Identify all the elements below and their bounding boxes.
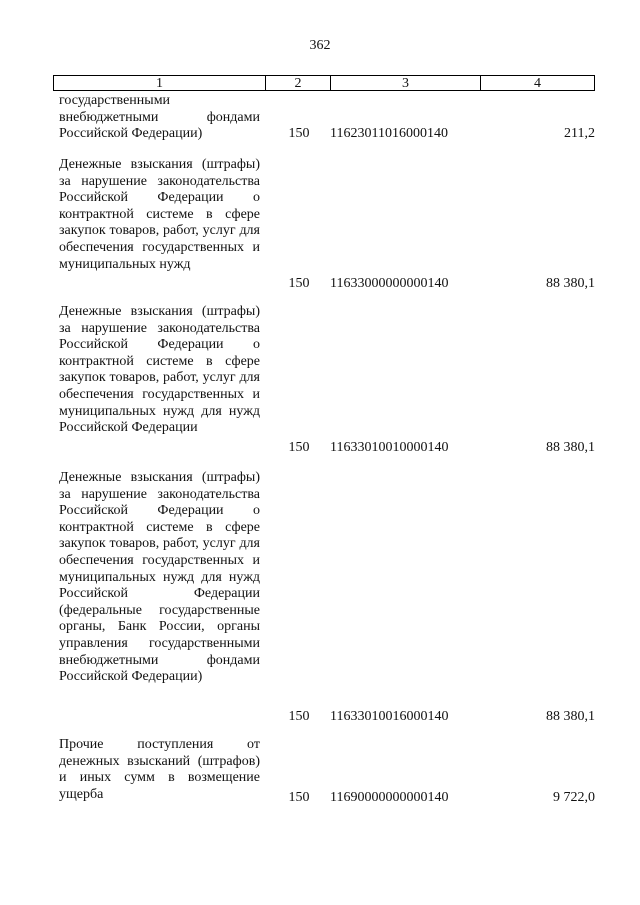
table-header (53, 75, 595, 91)
row-code-3: 11633000000000140 (330, 276, 449, 292)
row-description: государственными внебюджетными фондами Российской Федерации) (59, 93, 260, 142)
table-row (0, 157, 640, 293)
row-code-2: 150 (288, 276, 310, 292)
header-col-3: 3 (331, 76, 481, 90)
row-code-3: 11690000000000140 (330, 790, 449, 806)
row-amount: 88 380,1 (546, 276, 595, 292)
table-row (0, 470, 640, 726)
row-code-2: 150 (288, 440, 310, 456)
table-row (0, 737, 640, 807)
row-description: Денежные взыскания (штрафы) за нарушение законодательства Российской Федерации о контрактной системе в сфере закупок товаров, работ, услуг для обеспечения государственных и муниципальных нужд для нужд Российской Федерации (федеральные государственные органы, Банк России, органы управления государственными внебюджетными фондами Российской Федерации) (59, 470, 260, 685)
header-col-4: 4 (534, 76, 541, 91)
row-amount: 9 722,0 (553, 790, 595, 806)
row-code-3: 11623011016000140 (330, 126, 448, 142)
row-description: Денежные взыскания (штрафы) за нарушение законодательства Российской Федерации о контрактной системе в сфере закупок товаров, работ, услуг для обеспечения государственных и муниципальных нужд для нужд Российской Федерации (59, 304, 260, 436)
header-col-1: 1 (54, 76, 266, 90)
row-description: Денежные взыскания (штрафы) за нарушение законодательства Российской Федерации о контрактной системе в сфере закупок товаров, работ, услуг для обеспечения государственных и муниципальных нужд (59, 157, 260, 272)
header-col-2: 2 (266, 76, 331, 90)
table-row (0, 93, 640, 143)
row-description: Прочие поступления от денежных взысканий (штрафов) и иных сумм в возмещение ущерба (59, 737, 260, 802)
table-row (0, 304, 640, 457)
row-amount: 88 380,1 (546, 440, 595, 456)
row-code-2: 150 (288, 709, 310, 725)
page-number: 362 (309, 38, 331, 53)
row-code-2: 150 (288, 790, 310, 806)
row-code-3: 11633010016000140 (330, 709, 449, 725)
row-amount: 211,2 (564, 126, 595, 142)
row-amount: 88 380,1 (546, 709, 595, 725)
row-code-2: 150 (288, 126, 310, 142)
row-code-3: 11633010010000140 (330, 440, 449, 456)
